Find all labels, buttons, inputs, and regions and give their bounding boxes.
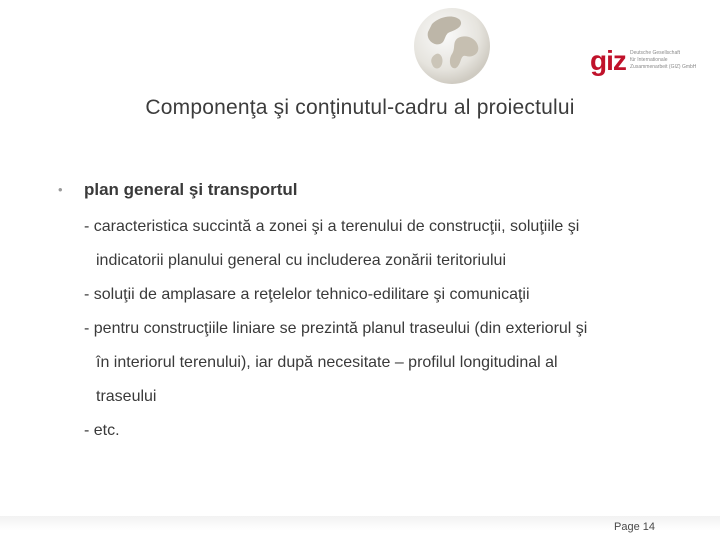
list-item-line: traseului: [96, 388, 157, 405]
list-item-line: - pentru construcţiile liniare se prezintă planul traseului (din exteriorul şi: [84, 320, 588, 337]
logo-line: für Internationale: [630, 57, 668, 63]
bullet-dot-icon: •: [58, 182, 63, 197]
logo-line: Deutsche Gesellschaft: [630, 50, 681, 56]
list-item-line: - soluţii de amplasare a reţelelor tehnico-edilitare şi comunicaţii: [84, 286, 530, 303]
slide-title: Componenţa şi conţinutul-cadru al proiectului: [145, 96, 575, 119]
list-item-line: - caracteristica succintă a zonei şi a terenului de construcţii, soluţiile şi: [84, 218, 580, 235]
slide-content: [58, 178, 678, 448]
logo-text: [630, 50, 696, 71]
footer-bar: [0, 516, 720, 540]
logo-line: Zusammenarbeit (GIZ) GmbH: [630, 64, 697, 70]
list-item-line: în interiorul terenului), iar după necesitate – profilul longitudinal al: [96, 354, 558, 371]
bullet-heading: plan general şi transportul: [84, 180, 298, 199]
list-item-line: - etc.: [84, 422, 120, 439]
page-number: Page 14: [614, 521, 655, 533]
bullet-item: [58, 178, 678, 206]
list-item-line: indicatorii planului general cu includerea zonării teritoriului: [96, 252, 507, 269]
giz-logo: [590, 46, 700, 78]
logo-mark: giz: [590, 45, 626, 76]
sub-list: [58, 210, 678, 448]
globe-icon: [410, 4, 494, 88]
